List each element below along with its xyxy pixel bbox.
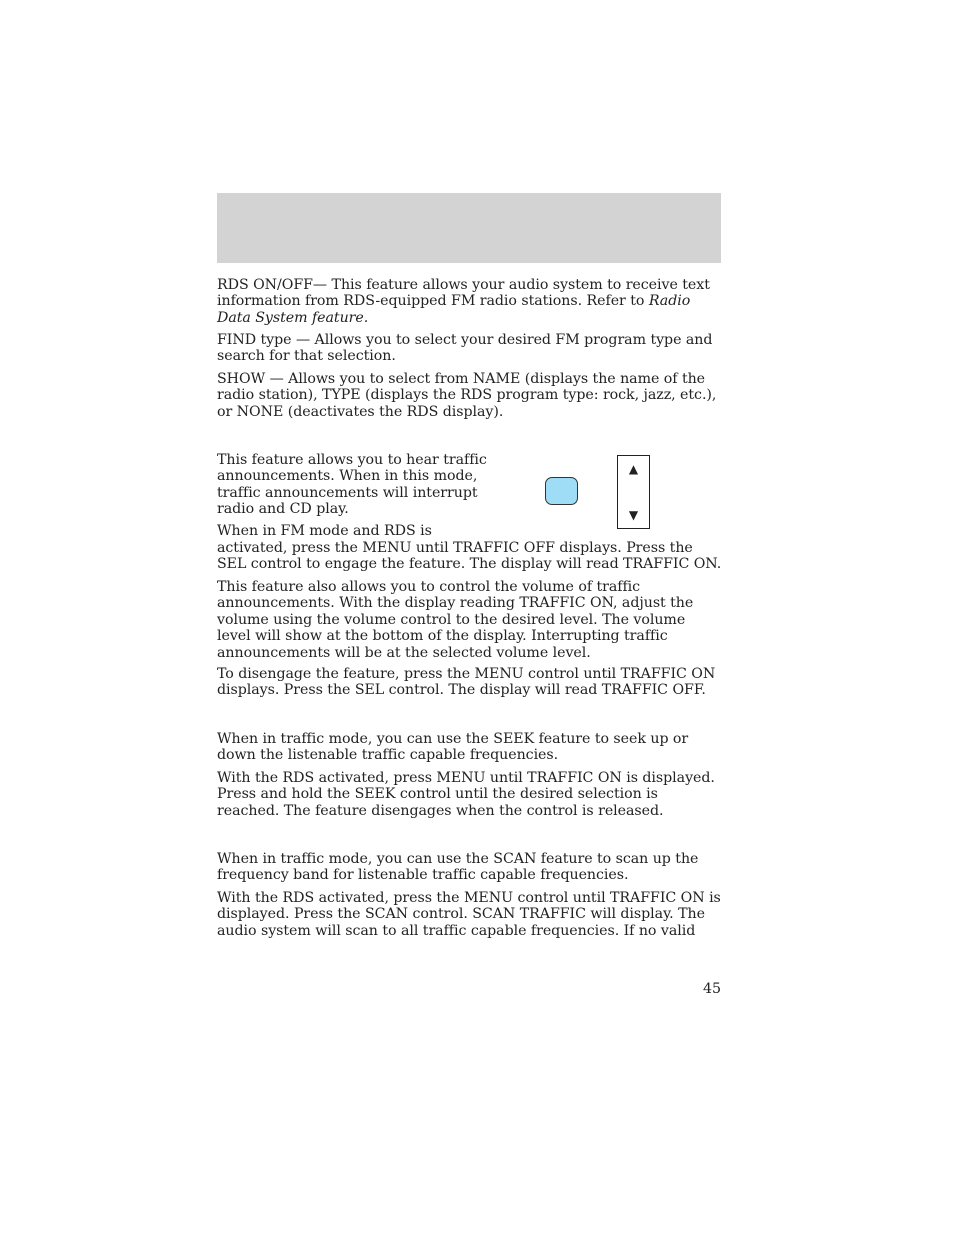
menu-button-icon (545, 477, 578, 505)
traffic-fm-mode-paragraph: activated, press the MENU until TRAFFIC OFF displays. Press the SEL control to engage the feature. The display will read TRAFFIC ON. (217, 540, 722, 573)
traffic-intro-paragraph: This feature allows you to hear traffic announcements. When in this mode, traffic announcements will interrupt radio and CD play. (217, 452, 487, 518)
show-paragraph: SHOW — Allows you to select from NAME (displays the name of the radio station), TYPE (displays the RDS program type: rock, jazz, etc.), or NONE (deactivates the RDS display). (217, 371, 717, 420)
scan-steps-paragraph: With the RDS activated, press the MENU control until TRAFFIC ON is displayed. Press the SCAN control. SCAN TRAFFIC will display. The audio system will scan to all traffic capable frequencies. If no valid (217, 890, 721, 939)
rds-on-off-text: RDS ON/OFF— This feature allows your audio system to receive text information from RDS-equipped FM radio stations. Refer to (217, 277, 710, 310)
page-number: 45 (702, 981, 721, 997)
scan-intro-paragraph: When in traffic mode, you can use the SCAN feature to scan up the frequency band for listenable traffic capable frequencies. (217, 851, 699, 884)
seek-down-arrow-icon: ▼ (628, 508, 639, 522)
rds-on-off-paragraph (217, 277, 722, 326)
traffic-disengage-paragraph: To disengage the feature, press the MENU control until TRAFFIC ON displays. Press the SEL control. The display will read TRAFFIC OFF. (217, 666, 716, 699)
rds-reference: Radio Data System feature. (217, 293, 691, 326)
traffic-fm-mode-line: When in FM mode and RDS is (217, 523, 432, 539)
seek-intro-paragraph: When in traffic mode, you can use the SEEK feature to seek up or down the listenable traffic capable frequencies. (217, 731, 689, 764)
seek-up-arrow-icon: ▲ (628, 462, 639, 476)
seek-rocker-icon (617, 455, 650, 529)
seek-steps-paragraph: With the RDS activated, press MENU until TRAFFIC ON is displayed. Press and hold the SEEK control until the desired selection is reached. The feature disengages when the control is released. (217, 770, 715, 819)
section-header-bar (217, 193, 721, 263)
traffic-volume-paragraph: This feature also allows you to control the volume of traffic announcements. With the display reading TRAFFIC ON, adjust the volume using the volume control to the desired level. The volume level will show at the bottom of the display. Interrupting traffic announcements will be at the selected volume level. (217, 579, 694, 661)
find-type-paragraph: FIND type — Allows you to select your desired FM program type and search for that selection. (217, 332, 713, 365)
